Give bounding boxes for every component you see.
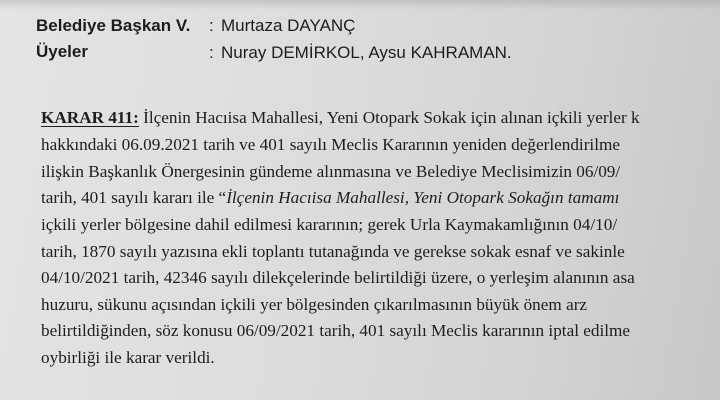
members-names: Nuray DEMİRKOL, Aysu KAHRAMAN. [221,43,512,62]
decision-line-10: oybirliği ile karar verildi. [41,348,215,367]
decision-line-8: huzuru, sükunu açısından içkili yer bölgesinden çıkarılmasının büyük önem arz [41,295,588,314]
decision-line-3: ilişkin Başkanlık Önergesinin gündeme alınmasına ve Belediye Meclisimizin 06/09/ [41,162,621,181]
decision-text-4: tarih, 401 sayılı kararı ile “ [41,188,227,207]
decision-line-2: hakkındaki 06.09.2021 tarih ve 401 sayılı Meclis Kararının yeniden değerlendirilme [41,135,620,154]
decision-text-1: İlçenin Hacıisa Mahallesi, Yeni Otopark Sokak için alınan içkili yerler k [138,108,640,127]
members-label: Üyeler [36,42,88,61]
decision-line-4 [41,188,619,208]
decision-line-9: belirtildiğinden, söz konusu 06/09/2021 tarih, 401 sayılı Meclis kararının iptal edilme [41,321,631,340]
mayor-separator: : [209,16,214,35]
decision-number: KARAR 411: [41,108,139,127]
mayor-label: Belediye Başkan V. [36,16,191,35]
decision-line-7: 04/10/2021 tarih, 42346 sayılı dilekçelerinde belirtildiği üzere, o yerleşim alanının asa [41,268,635,287]
page-shadow [0,0,720,10]
mayor-name: Murtaza DAYANÇ [221,16,356,35]
decision-line-5: içkili yerler bölgesine dahil edilmesi kararının; gerek Urla Kaymakamlığının 04/10/ [41,215,618,234]
decision-quote: İlçenin Hacıisa Mahallesi, Yeni Otopark Sokağın tamamı [226,188,620,207]
members-separator: : [209,43,214,62]
decision-line-6: tarih, 1870 sayılı yazısına ekli toplantı tutanağında ve gerekse sokak esnaf ve sakinle [41,242,625,261]
decision-line-1 [41,108,640,128]
